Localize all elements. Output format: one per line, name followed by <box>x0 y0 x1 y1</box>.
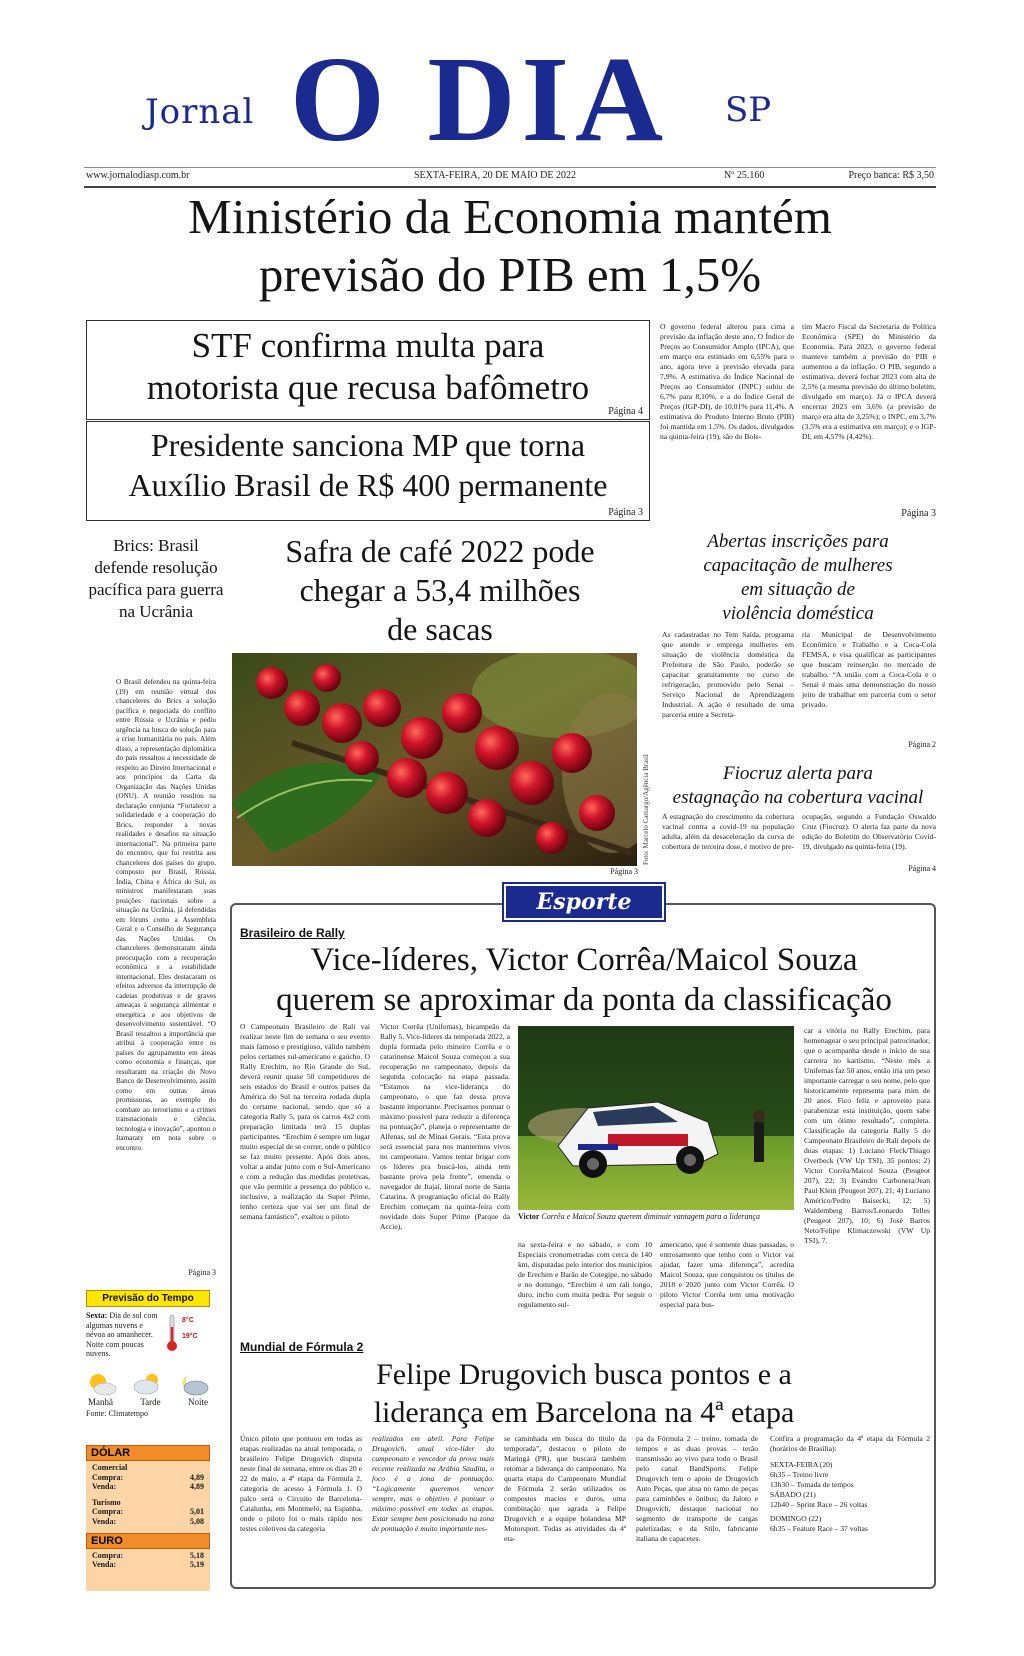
night-cloud-icon <box>178 1371 210 1397</box>
temp-max: 19°C <box>182 1333 198 1340</box>
euro-sell-value: 5,19 <box>190 1560 204 1570</box>
f2-schedule-item: 13h30 – Tomada de tempos <box>770 1480 854 1490</box>
dolar-tourism-label <box>86 1498 210 1508</box>
brics-headline: Brics: Brasil defende resolução pacífica para guerra na Ucrânia <box>88 536 224 621</box>
auxilio-headline-line1: Presidente sanciona MP que torna <box>150 427 586 463</box>
f2-headline-line1: Felipe Drugovich busca pontos e a <box>376 1358 792 1391</box>
dolar-commercial-buy <box>86 1473 210 1483</box>
dolar-commercial-group: Comercial <box>92 1463 128 1472</box>
women-headline-line4: violência doméstica <box>722 603 874 624</box>
f2-schedule-item: 6h35 – Treino livre <box>770 1470 829 1480</box>
rally-topic: Brasileiro de Rally <box>240 926 345 940</box>
website-link[interactable]: www.jornalodiasp.com.br <box>86 170 190 181</box>
women-page-ref: Página 2 <box>908 740 936 749</box>
coffee-photo-credit: Foto: Marcelo Camargo/Agência Brasil <box>642 754 650 865</box>
f2-col1: Único piloto que pontuou em todas as etapas realizadas na atual temporada, o brasileiro Felipe Drugovich disputa neste final de semana, entre os dias 20 e 22 de maio, a 4ª etapa da Fórmula 2, categoria de acesso à Fórmula 1. O palco será o Circuito de Barcelona-Catalunha, em Montmeló, na Espanha, onde o piloto foi o mais rápido nos testes coletivos da categoria <box>240 1434 362 1534</box>
f2-schedule-item: SEXTA-FEIRA (20) <box>770 1460 833 1470</box>
coffee-cherries-image <box>232 653 637 866</box>
issue-number: Nº 25.160 <box>724 170 765 181</box>
rally-headline-line2: querem se aproximar da ponta da classificação <box>276 982 892 1018</box>
stf-headline-line1: STF confirma multa para <box>191 326 545 365</box>
edition-date: SEXTA-FEIRA, 20 DE MAIO DE 2022 <box>414 170 576 181</box>
fiocruz-col1: A estagnação do crescimento da cobertura vacinal contra a covid-19 na população adulta, além da desaceleração da curva de cobertura de terceira dose, é motivo de pre- <box>662 812 794 852</box>
finance-box <box>86 1445 210 1591</box>
rally-headline <box>236 940 932 1020</box>
dolar-tourism <box>86 1498 210 1527</box>
masthead <box>80 32 940 180</box>
euro-sell-label: Venda: <box>92 1560 117 1570</box>
coffee-page-ref: Página 3 <box>610 867 638 876</box>
euro-title: EURO <box>86 1533 210 1549</box>
masthead-rule-top <box>84 167 936 168</box>
pib-col1: O governo federal alterou para cima a previsão da inflação deste ano. O Índice de Preços ao Consumidor Amplo (IPCA), que em março era estimado em 6,55% para o ano, agora teve a previsão elevada para 7,9%. A estimativa do Índice Nacional de Preços ao Consumidor (INPC) subiu de 6,7% para 8,10%, e a do Índice Geral de Preços (IGP-DI), de 10,01% para 11,4%. A estimativa do Produto Interno Bruto (PIB) foi mantida em 1,5%. Os dados, divulgados na quinta-feira (19), são do Bole- <box>660 322 794 442</box>
coffee-headline-line1: Safra de café 2022 pode <box>285 533 595 569</box>
women-headline-line2: capacitação de mulheres <box>703 555 893 576</box>
main-headline <box>84 188 936 304</box>
cover-price: Preço banca: R$ 3,50 <box>848 170 934 181</box>
euro-rates <box>86 1551 210 1570</box>
rally-col1: O Campeonato Brasileiro de Rali vai realizar neste fim de semana o seu evento mais famoso e prestigioso, válido também pelos certames sul-americano e gaúcho. O Rally Erechim, no Rio Grande do Sul, deverá reunir quase 50 competidores de seis estados do Brasil e outros países da América do Sul na terceira rodada dupla do certame nacional, sendo que só a categoria Rally 5, para os carros 4x2 com preparação limitada terá 15 duplas participantes. “Erechim é sempre um lugar muito especial de se correr, onde o público se faz muito presente. Após dois anos, voltar a andar junto com o Sul-Americano e com a redução das medidas protetivas, que vão permitir a presença do público e, inclusive, a realização da Super Prime, tenho certeza que vai ser um final de semana fantástico”, exaltou o piloto <box>240 1022 370 1222</box>
dolar-tourism-sell-value: 5,08 <box>190 1516 204 1526</box>
pib-col2: tim Macro Fiscal da Secretaria de Política Econômica (SPE) do Ministério da Economia. Para 2023, o governo federal manteve também a previsão do PIB e aumentou a da inflação. O PIB, segundo a estimativa, deverá fechar 2023 com alta de 2,5% (a mesma previsão do último boletim, divulgado em março). Já o IPCA deverá encerrar 2023 em 3,6% (a previsão de março era alta de 3,25%); o INPC, em 3,7% (3,5% era a estimativa em março); e o IGP-DI, em 4,57% (4,42%). <box>802 322 936 442</box>
rally-caption-text: Corrêa e Maicol Souza querem diminuir vantagem para a liderança <box>541 1212 761 1221</box>
weather-label-morning: Manhã <box>88 1397 113 1407</box>
pib-page-ref: Página 3 <box>901 508 936 519</box>
fiocruz-page-ref: Página 4 <box>908 864 936 873</box>
auxilio-headline <box>87 425 649 505</box>
stf-headline <box>87 325 649 409</box>
dolar-commercial-label <box>86 1463 210 1473</box>
weather-title: Previsão do Tempo <box>86 1290 210 1307</box>
f2-schedule <box>770 1434 930 1534</box>
f2-schedule-item: 6h35 – Feature Race – 37 voltas <box>770 1524 868 1534</box>
masthead-sp: SP <box>725 90 772 130</box>
dolar-tourism-sell-label: Venda: <box>92 1516 117 1526</box>
weather-labels-row <box>86 1397 210 1407</box>
fiocruz-col2: ocupação, segundo a Fundação Oswaldo Cruz (Fiocruz). O alerta faz parte da nova edição do Boletim do Observatório Covid-19, divulgado na quinta-feira (19). <box>802 812 936 852</box>
masthead-jornal: Jornal <box>145 92 255 132</box>
weather-box <box>86 1290 210 1440</box>
stf-headline-line2: motorista que recusa bafômetro <box>146 368 590 407</box>
weather-day-label: Sexta: <box>86 1311 108 1320</box>
masthead-info-bar <box>84 170 936 184</box>
f2-headline <box>236 1356 932 1432</box>
fiocruz-headline-line1: Fiocruz alerta para <box>723 763 873 784</box>
euro-buy-label: Compra: <box>92 1550 124 1560</box>
coffee-headline-line3: de sacas <box>387 611 493 647</box>
f2-headline-line2: liderança em Barcelona na 4ª etapa <box>373 1396 795 1429</box>
coffee-headline <box>230 532 650 649</box>
euro-buy <box>86 1551 210 1561</box>
brics-body: O Brasil defendeu na quinta-feira (19) em reunião virtual dos chanceleres do Brics a solução pacífica e negociada do conflito entre Rússia e Ucrânia e pediu urgência na busca de solução para a crise humanitária no país. Além disso, a representação diplomática do país ressaltou a necessidade de respeito ao Direito Internacional e aos princípios da Carta da Organização das Nações Unidas (ONU). A reunião resultou na declaração conjunta “Fortalecer a solidariedade e a cooperação do Brics, responder a novas realidades e desafios na situação internacional”. Na primeira parte do encontro, que foi restrita aos chanceleres dos países do grupo, composto por Brasil, Rússia, Índia, China e África do Sul, os ministros manifestaram suas posições nacionais sobre a situação na Ucrânia, já defendidas em fóruns como a Assembleia Geral e o Conselho de Segurança das Nações Unidas. Os chanceleres demonstraram ainda preocupação com a recuperação econômica e a estabilidade internacional. Eles destacaram os efeitos adversos da interrupção de cadeias produtivas e de graves ameaças à segurança alimentar e energética e aos objetivos de desenvolvimento sustentável. “O Brasil ressaltou a importância que atribui à cooperação entre os países do agrupamento em áreas como economia e finanças, que resultaram na criação do Novo Banco de Desenvolvimento, assim como em outras áreas promissoras, ao exemplo do combate ao terrorismo e a crimes transnacionais e ciência, tecnologia e inovação”, apontou o Itamaraty em nota sobre o encontro. <box>116 678 216 1152</box>
stf-box[interactable] <box>86 320 650 420</box>
sun-cloud-icon <box>86 1371 118 1397</box>
women-headline-line3: em situação de <box>741 579 855 600</box>
dolar-tourism-sell <box>86 1517 210 1527</box>
thermometer-icon <box>166 1313 178 1353</box>
temp-min: 8°C <box>182 1317 194 1324</box>
weather-icons-row <box>86 1371 210 1397</box>
auxilio-page-ref: Página 3 <box>608 507 643 518</box>
dolar-tourism-buy <box>86 1507 210 1517</box>
weather-text-body: Dia de sol com algumas nuvens e névoa ao amanhecer. Noite com poucas nuvens. <box>86 1311 158 1359</box>
women-col1: As cadastradas no Tem Saída, programa que atende e emprega mulheres em situação de violência doméstica da Prefeitura de São Paulo, poderão se capacitar gratuitamente no curso de refrigeração, promovido pelo Senai – Serviço Nacional de Aprendizagem Industrial. A ação é resultado de uma parceria entre a Secreta- <box>662 630 794 720</box>
stf-page-ref: Página 4 <box>608 406 643 417</box>
women-col2: ria Municipal de Desenvolvimento Econômico e Trabalho e a Coca-Cola FEMSA, e visa qualificar as participantes que buscam reinserção no mercado de trabalho. “A união com a Coca-Cola e o Senai é mais uma demonstração do nosso jeito de trabalhar em parceria com o setor privado. <box>802 630 936 710</box>
rally-car-image <box>518 1026 794 1210</box>
f2-schedule-item: DOMINGO (22) <box>770 1514 822 1524</box>
masthead-title: O DIA <box>290 32 670 167</box>
brics-page-ref: Página 3 <box>188 1268 216 1277</box>
sports-section-label[interactable]: Esporte <box>504 884 664 920</box>
f2-col2: realizados em abril. Para Felipe Drugovich, atual vice-líder do campeonato e vencedor da prova mais recente realizada na Arábia Saudita, o foco é a zona de pontuação. “Logicamente queremos vencer sempre, mas o objetivo é pontuar o máximo possível em todas as etapas. Estar sempre bem posicionado na zona de pontuação é muito importante nes- <box>372 1434 494 1534</box>
f2-schedule-item: SÁBADO (21) <box>770 1490 816 1500</box>
women-headline <box>660 530 936 626</box>
weather-source: Fonte: Climatempo <box>86 1409 148 1418</box>
rally-photo <box>518 1026 794 1210</box>
dolar-tourism-group: Turismo <box>92 1497 121 1507</box>
weather-label-night: Noite <box>187 1397 208 1407</box>
dolar-commercial-sell <box>86 1482 210 1492</box>
weather-label-afternoon: Tarde <box>140 1397 161 1407</box>
f2-schedule-item: 12h40 – Sprint Race – 26 voltas <box>770 1500 868 1510</box>
fiocruz-headline-line2: estagnação na cobertura vacinal <box>672 787 924 808</box>
f2-col3: se caminhada em busca do título da temporada”, destacou o piloto de Maringá (PR), que buscará também retomar a liderança do campeonato. Na quarta etapa do Campeonato Mundial de Fórmula 2 serão utilizados os compostos macios e duros, uma combinação que agrada a Felipe Drugovich e a equipe holandesa MP Motorsport. Todas as atividades da 4ª eta- <box>504 1434 626 1544</box>
dolar-commercial-buy-label: Compra: <box>92 1472 124 1482</box>
dolar-tourism-buy-label: Compra: <box>92 1507 124 1517</box>
euro-buy-value: 5,18 <box>190 1550 204 1560</box>
f2-schedule-list <box>770 1460 930 1534</box>
partly-cloudy-icon <box>132 1371 164 1397</box>
dolar-tourism-buy-value: 5,01 <box>190 1507 204 1517</box>
auxilio-box[interactable] <box>86 421 650 521</box>
main-headline-line2: previsão do PIB em 1,5% <box>258 247 762 302</box>
spectator <box>753 1110 765 1162</box>
rally-headline-line1: Vice-líderes, Victor Corrêa/Maicol Souza <box>310 942 858 978</box>
rally-col3: na sexta-feira e no sábado, e com 10 Especiais cronometradas com cerca de 140 km, disputadas pelo interior dos municípios de Erechim e Barão de Cotegipe, no sábado e no domingo. “Erechim é um rali longo, duro, incho com muita pedra. Por seguir o regulamento sul- <box>518 1240 652 1310</box>
dolar-commercial <box>86 1463 210 1492</box>
dolar-commercial-sell-label: Venda: <box>92 1482 117 1492</box>
coffee-photo <box>232 653 637 866</box>
auxilio-headline-line2: Auxílio Brasil de R$ 400 permanente <box>128 467 608 503</box>
rally-photo-caption <box>518 1212 794 1222</box>
dolar-title: DÓLAR <box>86 1445 210 1461</box>
f2-schedule-intro: Confira a programação da 4ª etapa da Fórmula 2 (horários de Brasília): <box>770 1434 930 1454</box>
rally-caption-name: Victor <box>518 1212 540 1221</box>
dolar-commercial-buy-value: 4,89 <box>190 1472 204 1482</box>
weather-summary <box>86 1311 210 1369</box>
rally-col5: car a vitória no Rally Erechim, para homenagear o seu principal patrocinador, que o acompanha desde o início de sua carreira no kartismo. “Neste mês a Unifemas faz 50 anos, então iria um peso importante carregar o seu nome, pelo que historicamente representa para mim de 20 anos. Fico feliz e aproveito para parabenizar esta instituição, quem sabe com um ótimo resultado”, completa. Classificação da categoria Rally 5 do Campeonato Brasileiro de Rali depois de duas etapas: 1) Luciano Fleck/Thiago Overbeck (VW Up TSI), 35 pontos; 2) Victor Corrêa/Maicol Souza (Peugeot 207), 22; 3) Evandro Carbonera/Jean Paul Klein (Peugeot 207), 21; 4) Luciano Américo/Pedro Baisecki, 12; 5) Waldemberg Barros/Leonardo Telles (Peugeot 207), 10; 6) José Barros Neto/Felipe Klimaczewski (VW Up TSI), 7. <box>804 1026 930 1246</box>
rally-col4: americano, que é somente duas passadas, o entrosamento que tenho com o Victor vai ajudar, fazer uma diferença”, acredita Maicol Souza, que conquistou os títulos de 2018 e 2020 junto com Victor Corrêa. O piloto Victor Corrêa tem uma motivação especial para bus- <box>660 1240 794 1310</box>
coffee-headline-line2: chegar a 53,4 milhões <box>299 572 581 608</box>
main-headline-line1: Ministério da Economia mantém <box>188 189 832 244</box>
f2-col4: pa da Fórmula 2 – treino, tomada de tempos e as duas provas – terão transmissão ao vivo para todo o Brasil pelo canal BandSports. Felipe Drugovich tem o apoio de Drugovich Auto Peças, que atua no ramo de peças para caminhões e ônibus; da Jaloto e Drugovich, destaque nacional no segmento de transporte de cargas paletizadas; e da Stilo, fabricante italiana de capacetes. <box>636 1434 758 1544</box>
weather-text <box>86 1311 162 1359</box>
f2-topic: Mundial de Fórmula 2 <box>240 1340 364 1354</box>
dolar-commercial-sell-value: 4,89 <box>190 1482 204 1492</box>
fiocruz-headline <box>660 762 936 810</box>
women-headline-line1: Abertas inscrições para <box>707 531 889 552</box>
euro-sell <box>86 1560 210 1570</box>
rally-col2: Victor Corrêa (Unifemas), bicampeão da Rally 5. Vice-líderes da temporada 2022, a dupla formada pelo mineiro Corrêa e o catarinense Maicol Souza começou a sua recuperação no campeonato, depois da segunda colocação na etapa passada. “Estamos na vice-liderança do campeonato, o que faz dessa prova bastante importante. Precisamos pontuar o máximo possível para reduzir a diferença na pontuação”, planeja o representante de Alfenas, sul de Minas Gerais. “Esta prova será essencial para nos mantermos vivos no campeonato. Vamos tentar brigar com os líderes pra buscá-los, ainda tem bastante prova pela frente”, emenda o navegador de Itajaí, litoral norte de Santa Catarina. A programação oficial do Rally Erechim começam na quinta-feira com novidade dois Super Prime (Parque da Accie), <box>380 1022 510 1232</box>
